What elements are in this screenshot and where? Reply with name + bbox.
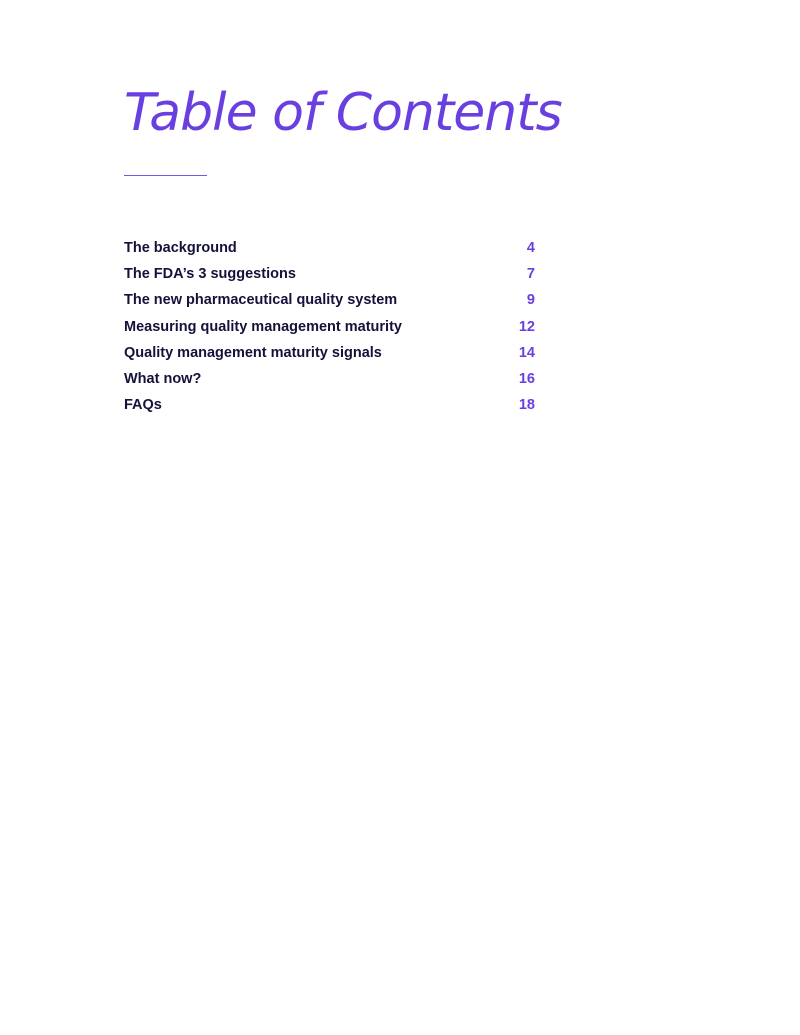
toc-entry-page: 14 bbox=[518, 344, 535, 361]
toc-entry-page: 9 bbox=[526, 292, 535, 309]
toc-entry-label: The FDA’s 3 suggestions bbox=[124, 266, 296, 283]
toc-entry[interactable] bbox=[124, 395, 535, 421]
toc-entry-page: 7 bbox=[526, 266, 535, 283]
toc-list bbox=[124, 238, 535, 421]
toc-entry[interactable] bbox=[124, 264, 535, 290]
toc-entry-label: The background bbox=[124, 240, 237, 256]
toc-entry-page: 18 bbox=[518, 397, 535, 414]
page-title: Table of Contents bbox=[124, 83, 562, 143]
toc-entry-label: What now? bbox=[124, 370, 202, 387]
toc-entry-label: Measuring quality management maturity bbox=[124, 318, 402, 335]
toc-entry-page: 12 bbox=[518, 318, 535, 335]
toc-entry[interactable] bbox=[124, 343, 535, 369]
toc-entry[interactable] bbox=[124, 369, 535, 395]
toc-entry-label: The new pharmaceutical quality system bbox=[124, 292, 398, 309]
title-underline bbox=[124, 175, 207, 176]
toc-entry[interactable] bbox=[124, 238, 535, 264]
toc-entry-label: Quality management maturity signals bbox=[124, 344, 382, 361]
toc-entry-page: 4 bbox=[526, 240, 535, 256]
toc-entry[interactable] bbox=[124, 317, 535, 343]
toc-entry-label: FAQs bbox=[124, 397, 162, 414]
toc-entry[interactable] bbox=[124, 290, 535, 316]
toc-entry-page: 16 bbox=[518, 370, 535, 387]
